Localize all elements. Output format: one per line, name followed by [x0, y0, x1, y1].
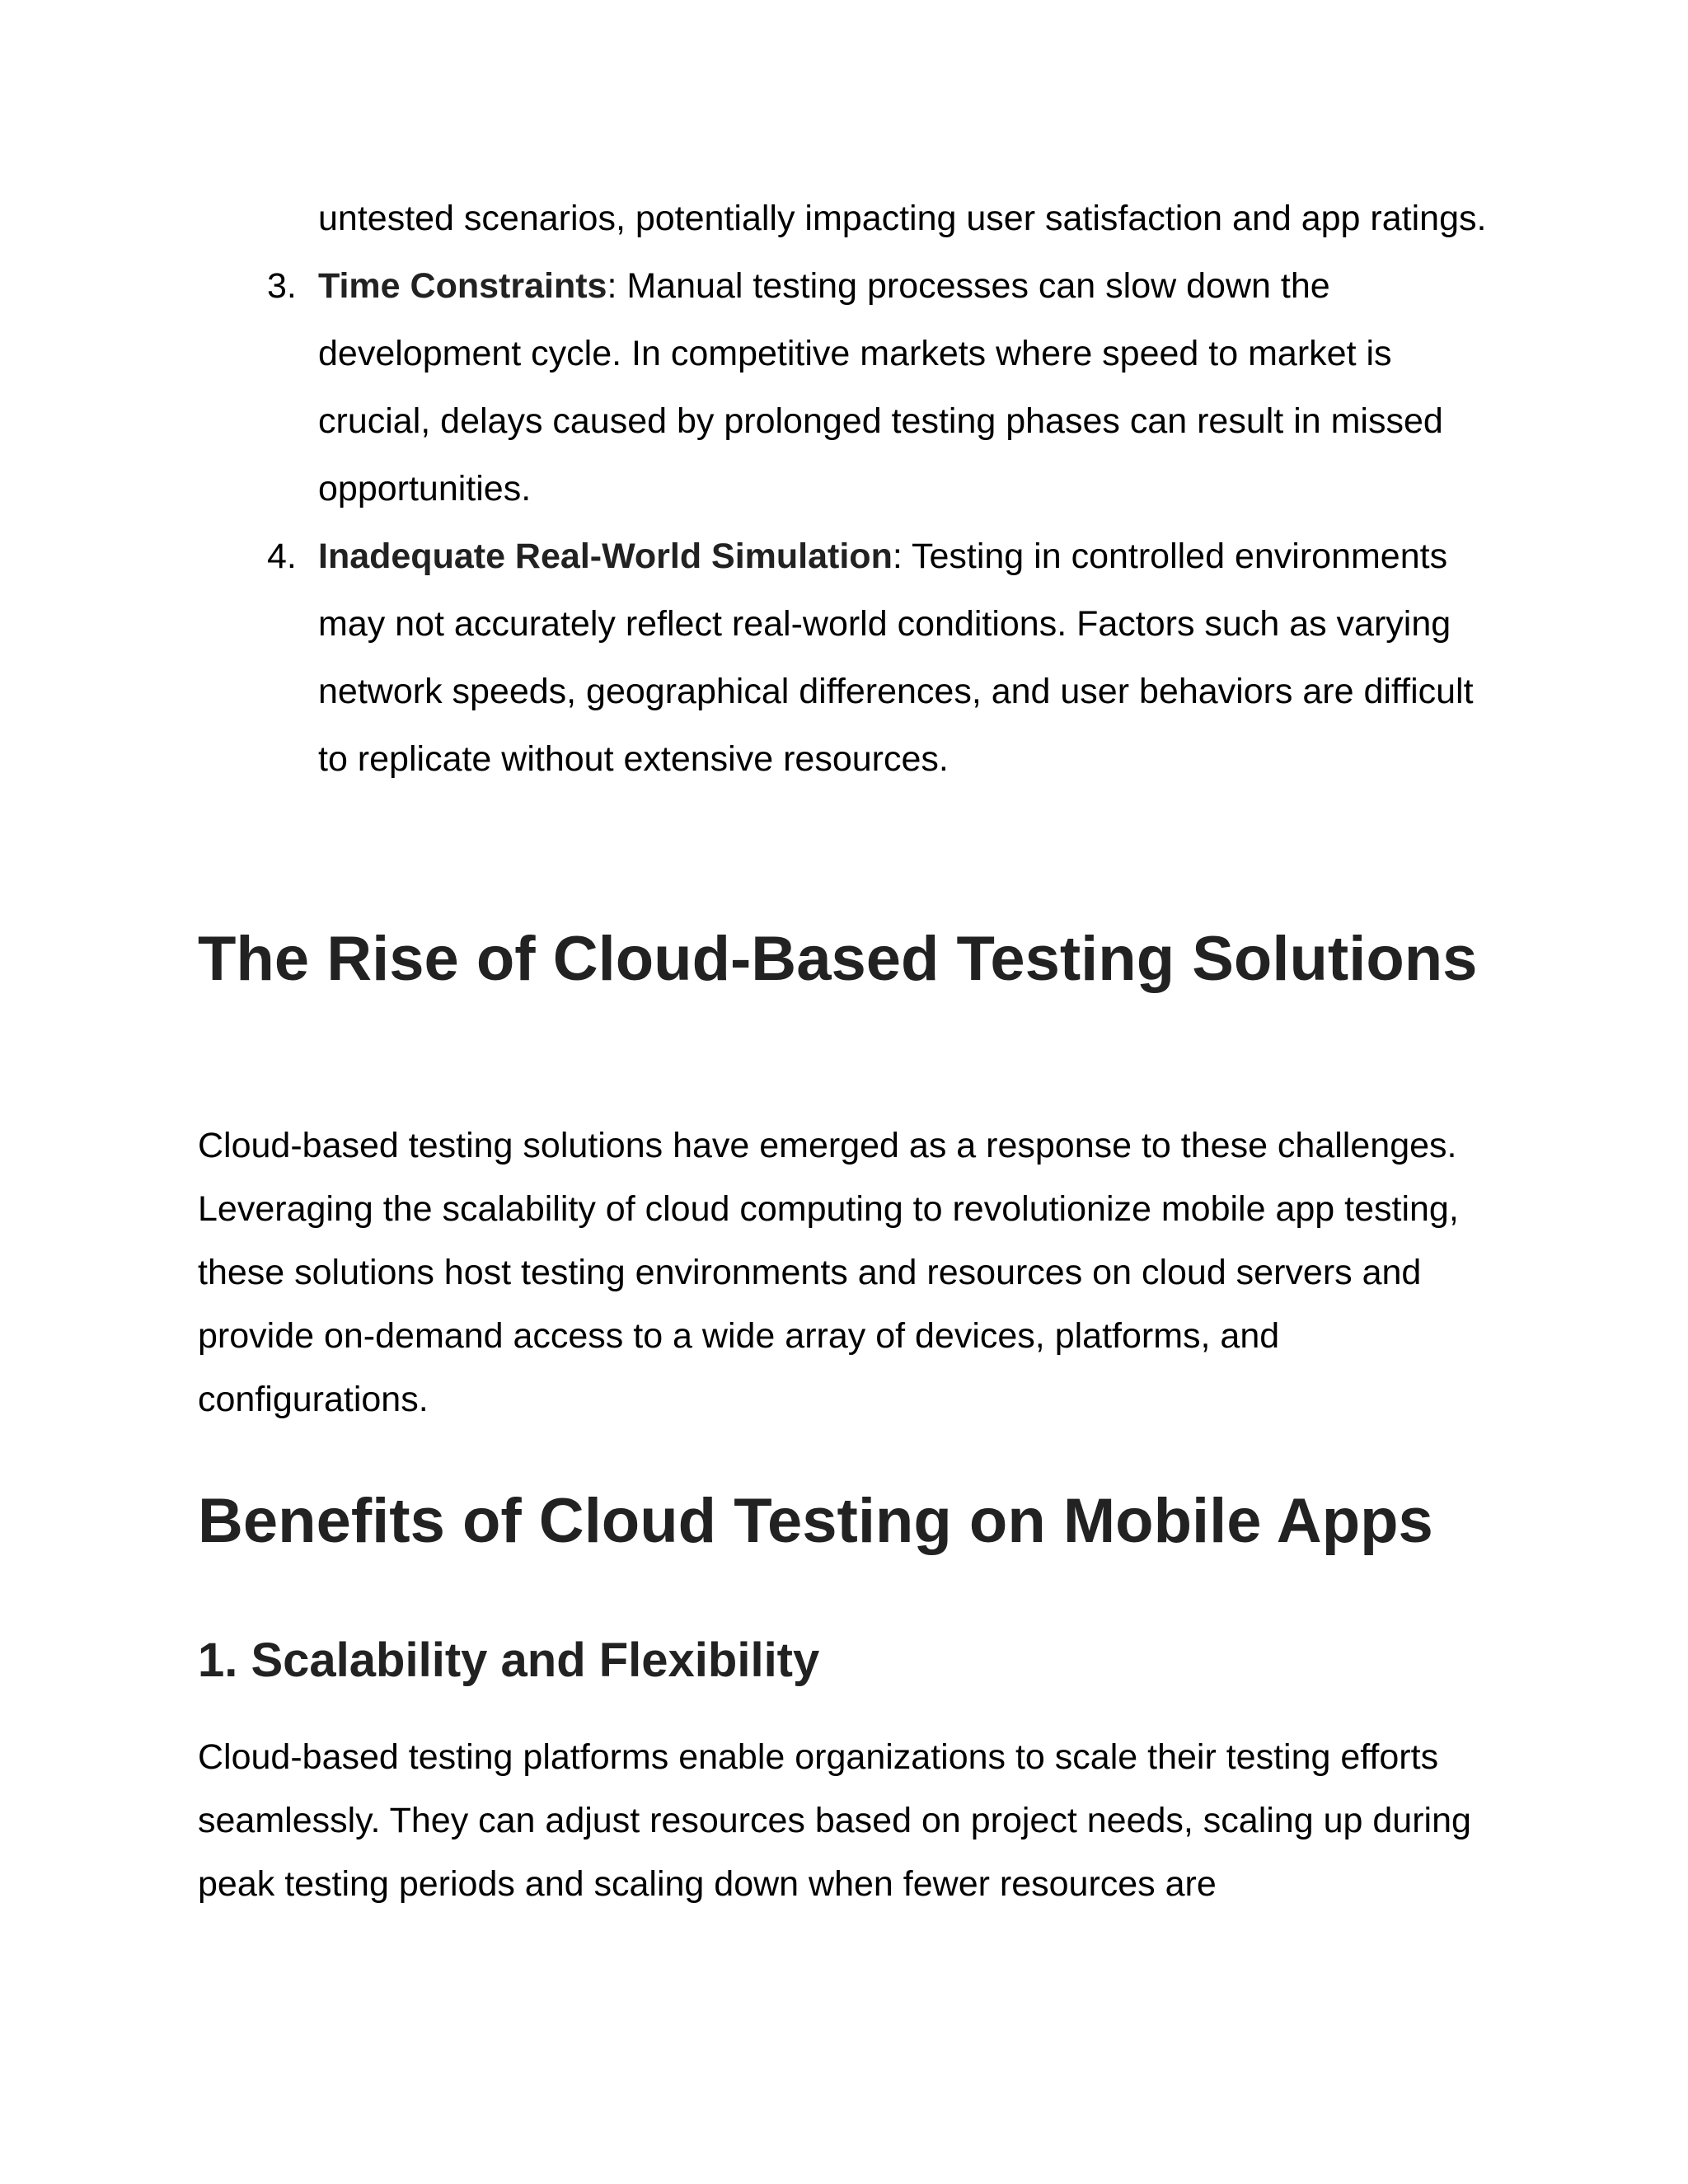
list-item — [198, 252, 1500, 523]
list-item-title: Time Constraints — [318, 266, 607, 306]
list-item — [198, 523, 1500, 793]
section-heading-rise: The Rise of Cloud-Based Testing Solutions — [198, 924, 1478, 994]
challenges-list — [198, 185, 1500, 793]
list-item-body: : Testing in controlled environments may not accurately reflect real-world conditions. Factors such as varying network speeds, geographical differences, and user behaviors are difficult to replicate without extensive resources. — [318, 537, 1474, 779]
list-item-body: : Manual testing processes can slow down the development cycle. In competitive markets where speed to market is crucial, delays caused by prolonged testing phases can result in missed opportunities. — [318, 266, 1443, 509]
section-paragraph-scalability: Cloud-based testing platforms enable organizations to scale their testing efforts seamlessly. They can adjust resources based on project needs, scaling up during peak testing periods and scaling down when fewer resources are — [198, 1737, 1471, 1904]
section-heading-benefits: Benefits of Cloud Testing on Mobile Apps — [198, 1486, 1433, 1556]
list-item-number: 3. — [267, 266, 297, 306]
list-item-title: Inadequate Real-World Simulation — [318, 537, 893, 576]
section-paragraph-rise: Cloud-based testing solutions have emerged as a response to these challenges. Leveraging the scalability of cloud computing to revolutionize mobile app testing, these solutions host testing environments and resources on cloud servers and provide on-demand access to a wide array of devices, platforms, and configurations. — [198, 1126, 1459, 1419]
list-item-number: 4. — [267, 537, 297, 576]
list-item-continuation: untested scenarios, potentially impacting user satisfaction and app ratings. — [318, 199, 1487, 238]
subheading-scalability: 1. Scalability and Flexibility — [198, 1633, 820, 1687]
